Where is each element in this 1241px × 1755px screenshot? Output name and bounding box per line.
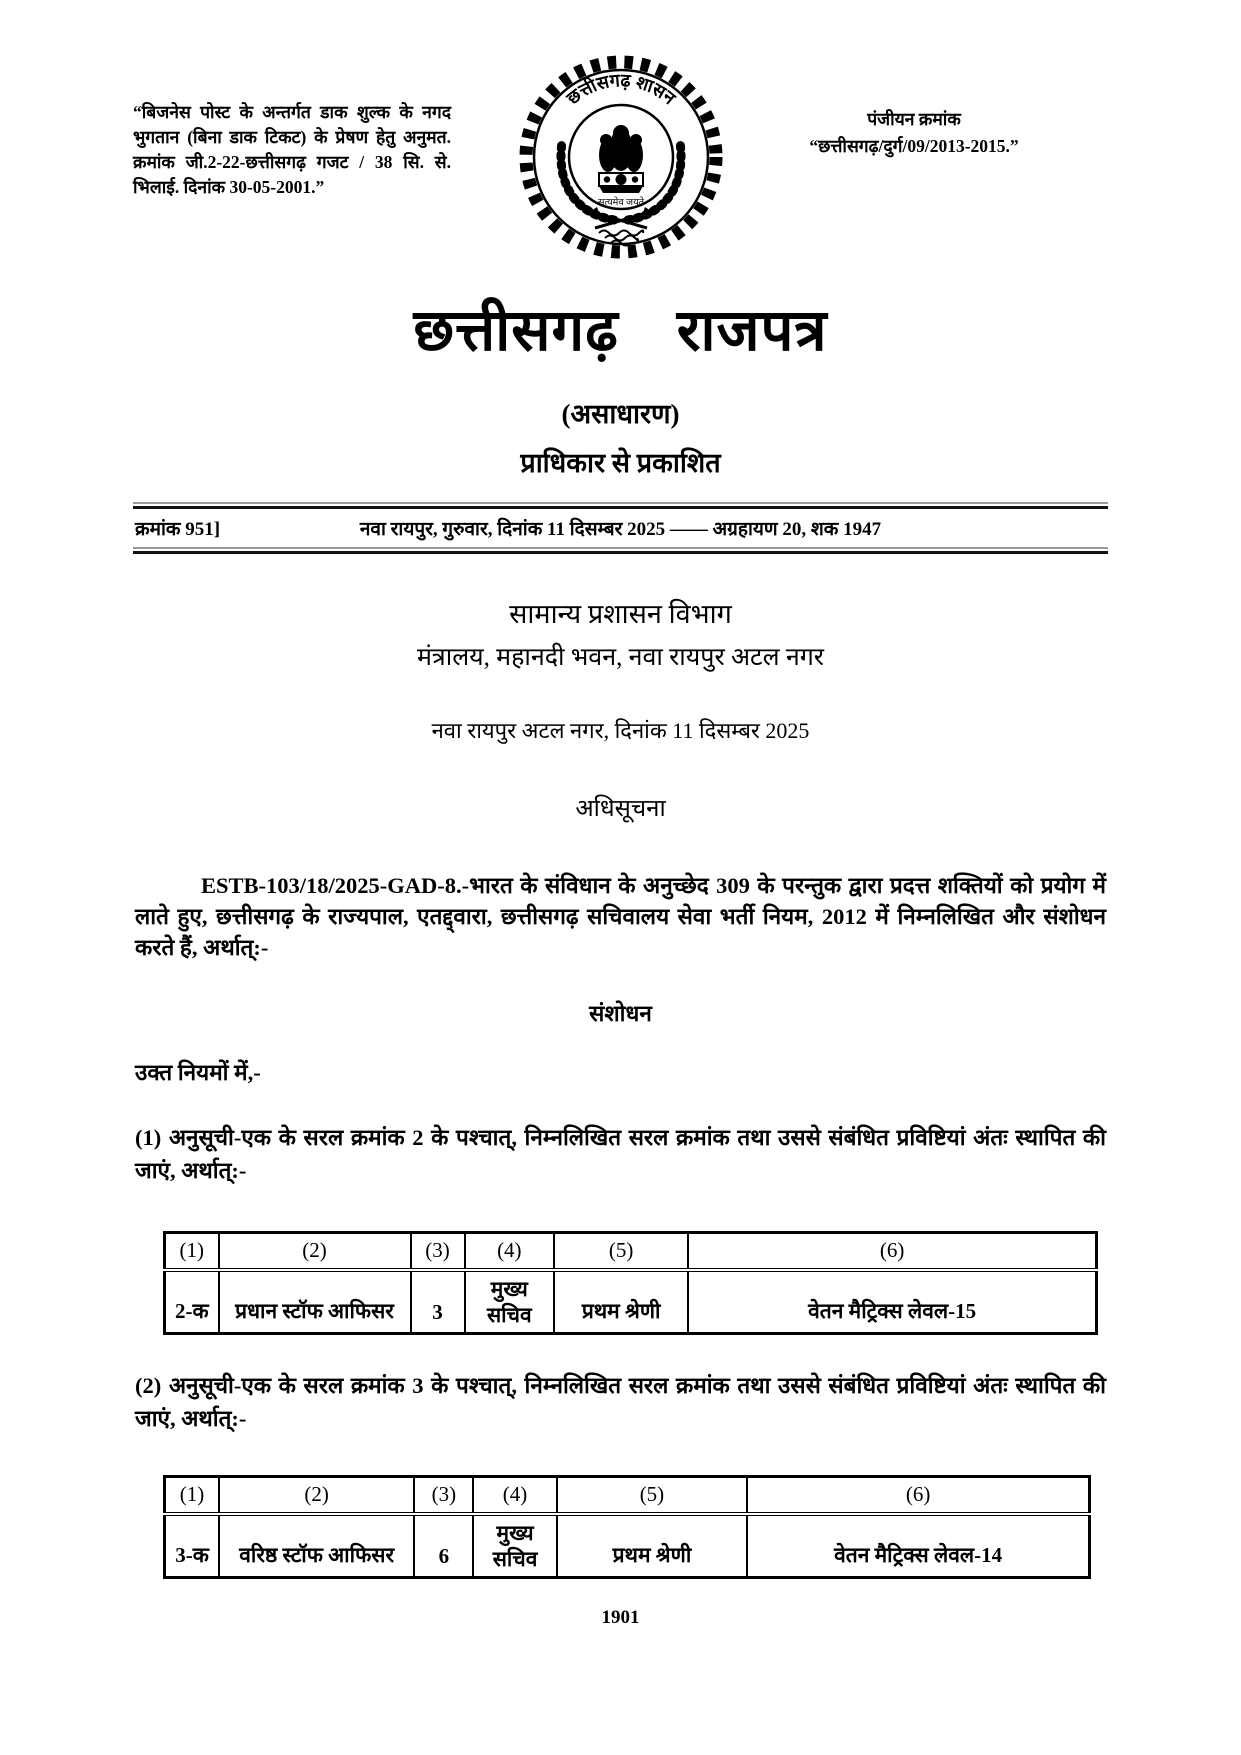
- table-cell: 6: [414, 1514, 473, 1578]
- schedule-table-2: [163, 1475, 1091, 1579]
- issue-number: क्रमांक 951]: [135, 519, 221, 540]
- seal-top-text: छत्तीसगढ़ शासन: [562, 70, 679, 109]
- table-cell: प्रथम श्रेणी: [557, 1514, 748, 1578]
- department-address: मंत्रालय, महानदी भवन, नवा रायपुर अटल नगर: [416, 644, 825, 671]
- amendment-heading: संशोधन: [589, 1001, 652, 1026]
- top-double-rule: [133, 502, 1108, 509]
- table-header-cell: (1): [165, 1477, 220, 1514]
- table-header-cell: (3): [411, 1233, 465, 1270]
- state-emblem: [515, 52, 727, 266]
- table-header-cell: (5): [557, 1477, 748, 1514]
- authority-line: प्राधिकार से प्रकाशित: [520, 448, 721, 478]
- registration-number: “छत्तीसगढ़/दुर्ग/09/2013-2015.”: [809, 136, 1019, 156]
- registration-block: [729, 106, 1099, 160]
- issue-date-line: नवा रायपुर, गुरुवार, दिनांक 11 दिसम्बर 2025 —— अग्रहायण 20, शक 1947: [359, 519, 882, 540]
- table-header-cell: (6): [688, 1233, 1096, 1270]
- clause-1: (1) अनुसूची-एक के सरल क्रमांक 2 के पश्चात्, निम्नलिखित सरल क्रमांक तथा उससे संबंधित प्रविष्टियां अंतः स्थापित की जाएं, अर्थात्:-: [135, 1125, 1106, 1183]
- table-2-data-row: [165, 1514, 1090, 1578]
- table-cell: 3-क: [165, 1514, 220, 1578]
- registration-label: पंजीयन क्रमांक: [867, 109, 961, 129]
- table-cell: प्रथम श्रेणी: [554, 1270, 688, 1334]
- table-1-data-row: [165, 1270, 1097, 1334]
- page-number: 1901: [601, 1607, 640, 1628]
- issue-row: [133, 509, 1108, 547]
- department-name: सामान्य प्रशासन विभाग: [509, 599, 732, 629]
- notification-heading: अधिसूचना: [575, 796, 666, 822]
- amendment-intro: उक्त नियमों में,-: [135, 1060, 261, 1085]
- table-cell: प्रधान स्टॉफ आफिसर: [219, 1270, 411, 1334]
- table-cell: वरिष्ठ स्टॉफ आफिसर: [219, 1514, 414, 1578]
- gazette-subtitle: (असाधारण): [561, 399, 680, 429]
- bottom-double-rule: [133, 547, 1108, 554]
- clause-2: (2) अनुसूची-एक के सरल क्रमांक 3 के पश्चात्, निम्नलिखित सरल क्रमांक तथा उससे संबंधित प्रविष्टियां अंतः स्थापित की जाएं, अर्थात्:-: [135, 1373, 1106, 1431]
- table-cell: मुख्य सचिव: [465, 1270, 554, 1334]
- table-cell: वेतन मैट्रिक्स लेवल-15: [688, 1270, 1096, 1334]
- table-header-cell: (4): [465, 1233, 554, 1270]
- table-cell: वेतन मैट्रिक्स लेवल-14: [747, 1514, 1089, 1578]
- table-header-cell: (1): [165, 1233, 219, 1270]
- table-2-header-row: [165, 1477, 1090, 1514]
- table-cell: मुख्य सचिव: [473, 1514, 556, 1578]
- table-cell: 2-क: [165, 1270, 219, 1334]
- chhattisgarh-government-seal-icon: [515, 52, 727, 266]
- postal-permission-note: “बिजनेस पोस्ट के अन्तर्गत डाक शुल्क के नगद भुगतान (बिना डाक टिकट) के प्रेषण हेतु अनुमत. क्रमांक जी.2-22-छत्तीसगढ़ गजट / 38 सि. से. भिलाई. दिनांक 30-05-2001.”: [133, 102, 451, 197]
- schedule-table-1: [163, 1231, 1098, 1335]
- gazette-title-word2: राजपत्र: [676, 298, 828, 363]
- place-date-line: नवा रायपुर अटल नगर, दिनांक 11 दिसम्बर 2025: [431, 718, 810, 743]
- table-cell: 3: [411, 1270, 465, 1334]
- table-header-cell: (3): [414, 1477, 473, 1514]
- issue-bar: [133, 502, 1108, 554]
- notification-body: ESTB-103/18/2025-GAD-8.-भारत के संविधान के अनुच्छेद 309 के परन्तुक द्वारा प्रदत्त शक्तियों को प्रयोग में लाते हुए, छत्तीसगढ़ के राज्यपाल, एतद्द्वारा, छत्तीसगढ़ सचिवालय सेवा भर्ती नियम, 2012 में निम्नलिखित और संशोधन करते हैं, अर्थात्:-: [135, 873, 1106, 960]
- masthead: [0, 0, 1241, 292]
- seal-motto: सत्यमेव जयते: [597, 198, 644, 208]
- table-header-cell: (5): [554, 1233, 688, 1270]
- gazette-title: [0, 300, 1241, 362]
- table-header-cell: (2): [219, 1233, 411, 1270]
- table-header-cell: (4): [473, 1477, 556, 1514]
- table-1-header-row: [165, 1233, 1097, 1270]
- table-header-cell: (6): [747, 1477, 1089, 1514]
- ashoka-lion-capital-icon: [599, 125, 643, 193]
- table-header-cell: (2): [219, 1477, 414, 1514]
- gazette-title-word1: छत्तीसगढ़: [413, 298, 619, 363]
